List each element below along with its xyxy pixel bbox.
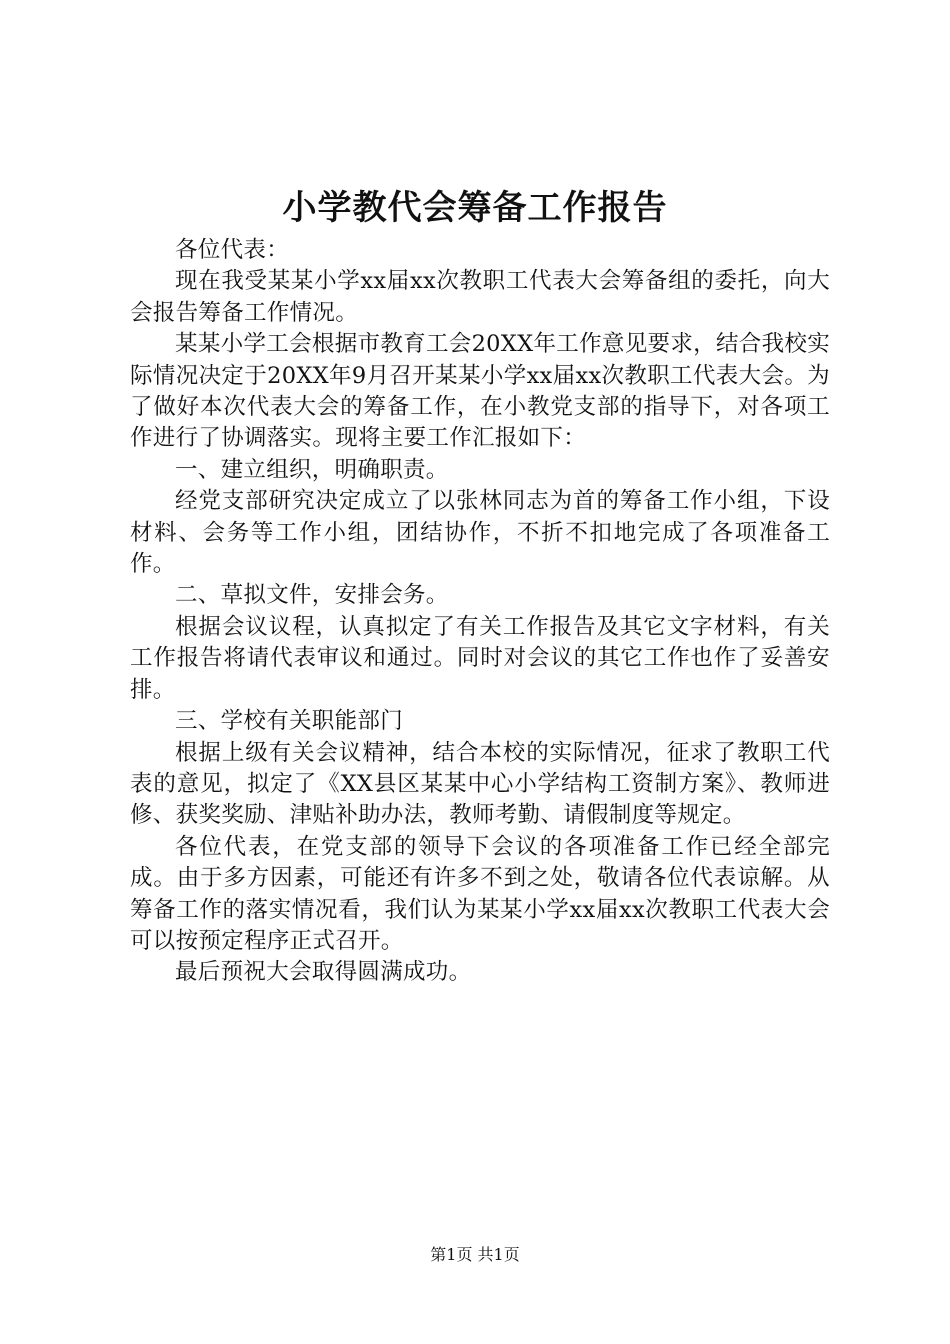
section-heading-2: 二、草拟文件，安排会务。 <box>175 582 449 609</box>
salutation: 各位代表： <box>175 237 290 263</box>
document-body <box>130 235 830 989</box>
section-heading-1: 一、建立组织，明确职责。 <box>175 456 449 483</box>
paragraph-conclusion: 各位代表，在党支部的领导下会议的各项准备工作已经全部完成。由于多方因素，可能还有许多不到之处，敬请各位代表谅解。从筹备工作的落实情况看，我们认为某某小学xx届xx次教职工代表大会可以按预定程序正式召开。 <box>130 833 830 954</box>
paragraph-background: 某某小学工会根据市教育工会20XX年工作意见要求，结合我校实际情况决定于20XX年9月召开某某小学xx届xx次教职工代表大会。为了做好本次代表大会的筹备工作，在小教党支部的指导下，对各项工作进行了协调落实。现将主要工作汇报如下： <box>130 331 830 452</box>
paragraph-closing: 最后预祝大会取得圆满成功。 <box>175 959 472 986</box>
paragraph-section-2: 根据会议议程，认真拟定了有关工作报告及其它文字材料，有关工作报告将请代表审议和通过。同时对会议的其它工作也作了妥善安排。 <box>130 613 830 703</box>
paragraph-intro: 现在我受某某小学xx届xx次教职工代表大会筹备组的委托，向大会报告筹备工作情况。 <box>130 268 830 326</box>
page-footer: 第1页 共1页 <box>430 1245 520 1264</box>
paragraph-section-3: 根据上级有关会议精神，结合本校的实际情况，征求了教职工代表的意见，拟定了《XX县区某某中心小学结构工资制方案》、教师进修、获奖奖励、津贴补助办法，教师考勤、请假制度等规定。 <box>130 739 830 829</box>
document-title: 小学教代会筹备工作报告 <box>282 188 668 228</box>
section-heading-3: 三、学校有关职能部门 <box>175 708 404 735</box>
paragraph-section-1: 经党支部研究决定成立了以张林同志为首的筹备工作小组，下设材料、会务等工作小组，团结协作，不折不扣地完成了各项准备工作。 <box>130 488 830 578</box>
